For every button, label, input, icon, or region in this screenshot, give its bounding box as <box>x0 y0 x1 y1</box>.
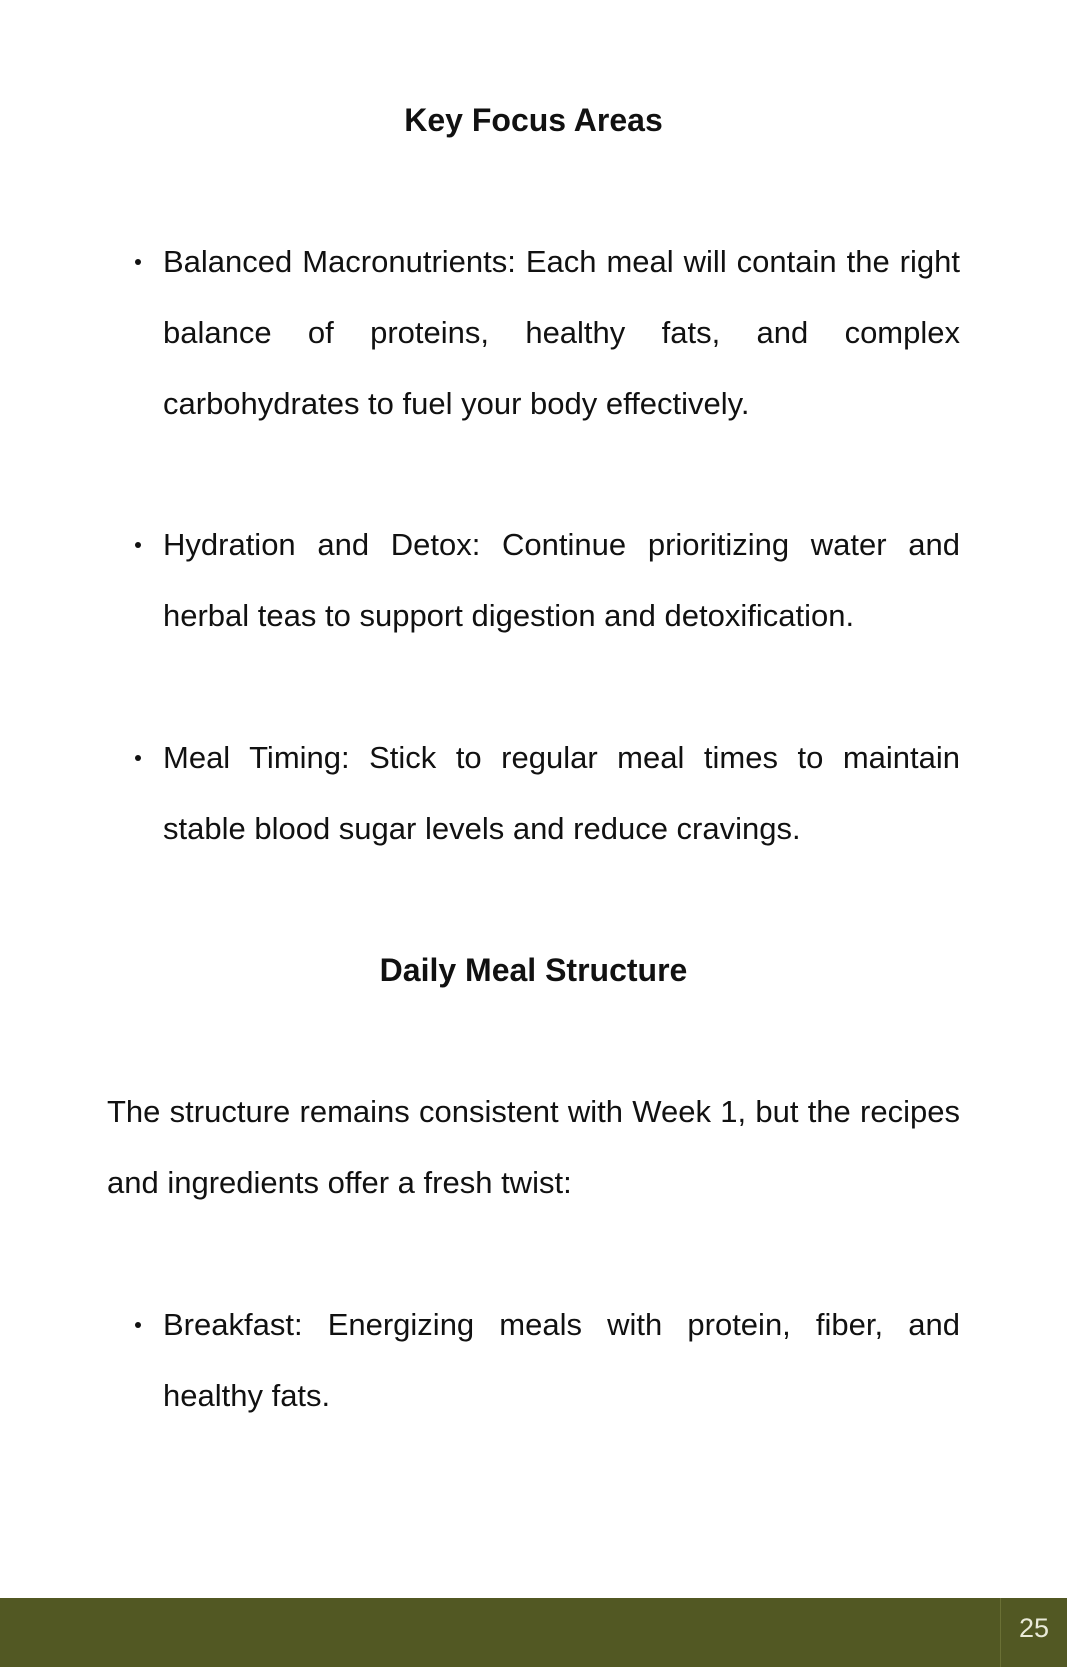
key-focus-list-2 <box>0 509 1067 651</box>
list-item-text: Hydration and Detox: Continue prioritizing water and herbal teas to support digestion and detoxification. <box>163 527 960 633</box>
footer-bar <box>0 1598 1067 1667</box>
list-item <box>163 1289 960 1431</box>
daily-meal-intro: The structure remains consistent with Week 1, but the recipes and ingredients offer a fresh twist: <box>107 1094 960 1200</box>
list-item-text: Breakfast: Energizing meals with protein, fiber, and healthy fats. <box>163 1307 960 1413</box>
daily-meal-heading: Daily Meal Structure <box>379 952 688 988</box>
key-focus-heading: Key Focus Areas <box>404 102 663 138</box>
bullet-icon <box>135 1322 141 1328</box>
bullet-icon <box>135 755 141 761</box>
list-item-text: Meal Timing: Stick to regular meal times to maintain stable blood sugar levels and reduce cravings. <box>163 740 960 846</box>
list-item <box>163 509 960 651</box>
list-item <box>163 722 960 864</box>
key-focus-list-3 <box>0 722 1067 864</box>
list-item <box>163 226 960 439</box>
bullet-icon <box>135 542 141 548</box>
list-item-text: Balanced Macronutrients: Each meal will contain the right balance of proteins, healthy fats, and complex carbohydrates to fuel your body effectively. <box>163 244 960 421</box>
page-number: 25 <box>1000 1598 1067 1667</box>
key-focus-list <box>0 226 1067 439</box>
bullet-icon <box>135 259 141 265</box>
daily-meal-list <box>0 1289 1067 1431</box>
